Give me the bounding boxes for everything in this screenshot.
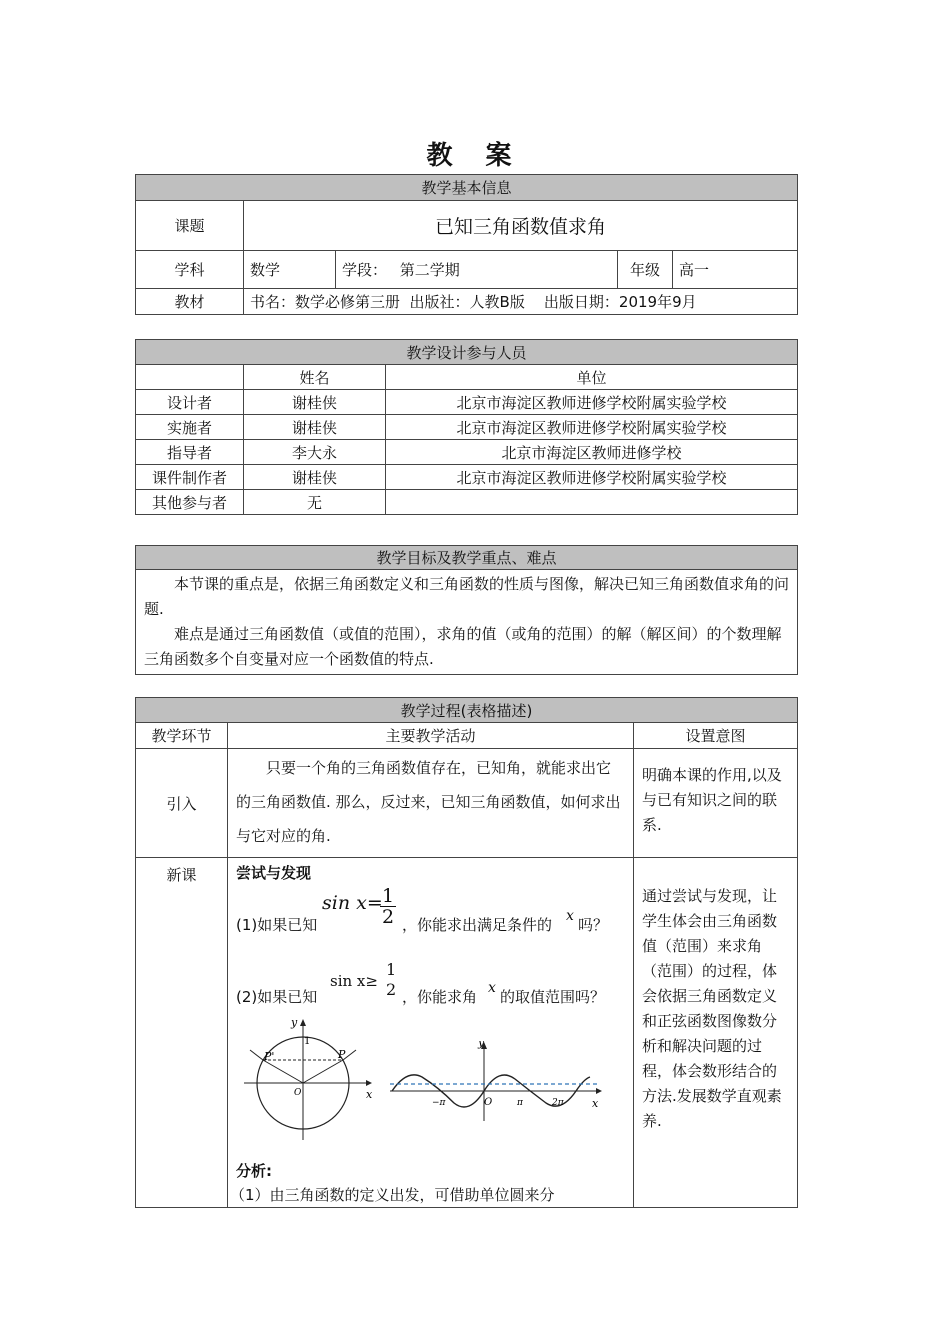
unit-cell: 北京市海淀区教师进修学校附属实验学校 [386,465,798,490]
col-activity: 主要教学活动 [228,723,634,749]
stage-value: 第二学期 [399,261,460,279]
analysis-label: 分析: [236,1162,272,1180]
role-cell: 设计者 [136,390,244,415]
q2-suffix: ，你能求角 [402,988,478,1006]
fig2-x-label: x [592,1097,599,1110]
question-2 [236,962,627,1012]
question-1 [236,885,627,940]
new-stage: 新课 [136,858,228,1208]
sine-x-arrow [596,1088,602,1094]
q2-var: x [488,980,496,996]
participants-header: 教学设计参与人员 [136,340,798,365]
role-cell: 课件制作者 [136,465,244,490]
table-row [136,415,798,440]
intro-intent: 明确本课的作用,以及与已有知识之间的联系. [634,749,798,858]
frac-den: 2 [386,980,397,999]
fig2-o-label: O [484,1097,493,1108]
unit-circle-figure [238,1018,378,1148]
role-cell: 其他参与者 [136,490,244,515]
q2-end: 的取值范围吗？ [500,988,606,1006]
basic-info-header: 教学基本信息 [136,175,798,201]
goals-header: 教学目标及教学重点、难点 [136,546,798,570]
q2-prefix: (2)如果已知 [236,988,318,1006]
q1-end: 吗？ [578,916,609,934]
participants-table [135,339,798,515]
col-name: 姓名 [244,365,386,390]
col-stage: 教学环节 [136,723,228,749]
frac-num: 1 [386,960,397,979]
stage-label: 学段： [342,261,388,279]
name-cell: 谢桂侠 [244,465,386,490]
name-cell: 李大永 [244,440,386,465]
q2-expr: sin x≥ [330,972,378,990]
intro-stage: 引入 [136,749,228,858]
new-intent: 通过尝试与发现，让学生体会由三角函数值（范围）来求角（范围）的过程，体会依据三角函数定义和正弦函数图像数分析和解决问题的过程，体会数形结合的方法.发展数学直观素养. [634,858,798,1208]
col-intent: 设置意图 [634,723,798,749]
q1-expr: sin x= [322,892,383,914]
unit-cell: 北京市海淀区教师进修学校 [386,440,798,465]
name-cell: 谢桂侠 [244,415,386,440]
q1-prefix: (1)如果已知 [236,916,318,934]
goals-paragraph-2: 难点是通过三角函数值（或值的范围），求角的值（或角的范围）的解（解区间）的个数理解三角函数多个自变量对应一个函数值的特点. [144,625,782,668]
goals-table [135,545,798,675]
ray-p [303,1060,343,1083]
intro-activity: 只要一个角的三角函数值存在，已知角，就能求出它的三角函数值. 那么，反过来，已知三角函数值，如何求出与它对应的角. [236,759,621,845]
role-cell: 指导者 [136,440,244,465]
subject-label: 学科 [136,251,244,289]
ray-p-prime-ext [250,1050,263,1060]
fig2-neg-pi-label: −π [432,1098,446,1108]
name-cell: 无 [244,490,386,515]
unit-cell [386,490,798,515]
fig2-pi-label: π [517,1098,523,1108]
x-arrow [366,1080,372,1086]
topic-label: 课题 [136,201,244,251]
frac-num: 1 [382,885,395,907]
grade-value: 高一 [673,251,798,289]
process-header: 教学过程(表格描述) [136,698,798,723]
unit-cell: 北京市海淀区教师进修学校附属实验学校 [386,390,798,415]
ray-p-prime [263,1060,303,1083]
process-table [135,697,798,1208]
new-activity [228,858,634,1208]
stage-cell [336,251,618,289]
grade-label: 年级 [618,251,673,289]
fig1-p-label: P [338,1048,346,1061]
subject-value: 数学 [244,251,336,289]
q2-fraction [384,960,398,1000]
textbook-value: 书名：数学必修第三册 出版社：人教B版 出版日期：2019年9月 [244,289,798,315]
topic-value: 已知三角函数值求角 [244,201,798,251]
goals-paragraph-1: 本节课的重点是，依据三角函数定义和三角函数的性质与图像，解决已知三角函数值求角的问题. [144,575,790,618]
table-row [136,440,798,465]
role-cell: 实施者 [136,415,244,440]
basic-info-table [135,174,798,315]
fig1-p-prime-label: P' [264,1050,275,1063]
name-cell: 谢桂侠 [244,390,386,415]
fig1-y-label: y [291,1018,298,1029]
fig2-y-label: y [478,1041,485,1049]
new-heading: 尝试与发现 [236,864,312,882]
fig2-two-pi-label: 2π [552,1098,564,1108]
q1-suffix: ，你能求出满足条件的 [402,916,553,934]
y-arrow [300,1019,306,1026]
sine-graph-figure [388,1041,610,1131]
table-row [136,465,798,490]
q1-fraction [380,886,396,927]
fig1-one-label: 1 [304,1036,311,1047]
page-title: 教 案 [426,141,524,171]
fig1-o-label: O [294,1088,302,1098]
fig1-x-label: x [366,1088,373,1101]
q1-var: x [566,908,574,924]
col-unit: 单位 [386,365,798,390]
table-row [136,490,798,515]
table-row [136,390,798,415]
textbook-label: 教材 [136,289,244,315]
unit-cell: 北京市海淀区教师进修学校附属实验学校 [386,415,798,440]
analysis-1: （1）由三角函数的定义出发，可借助单位圆来分 [230,1186,555,1204]
frac-den: 2 [382,906,395,928]
